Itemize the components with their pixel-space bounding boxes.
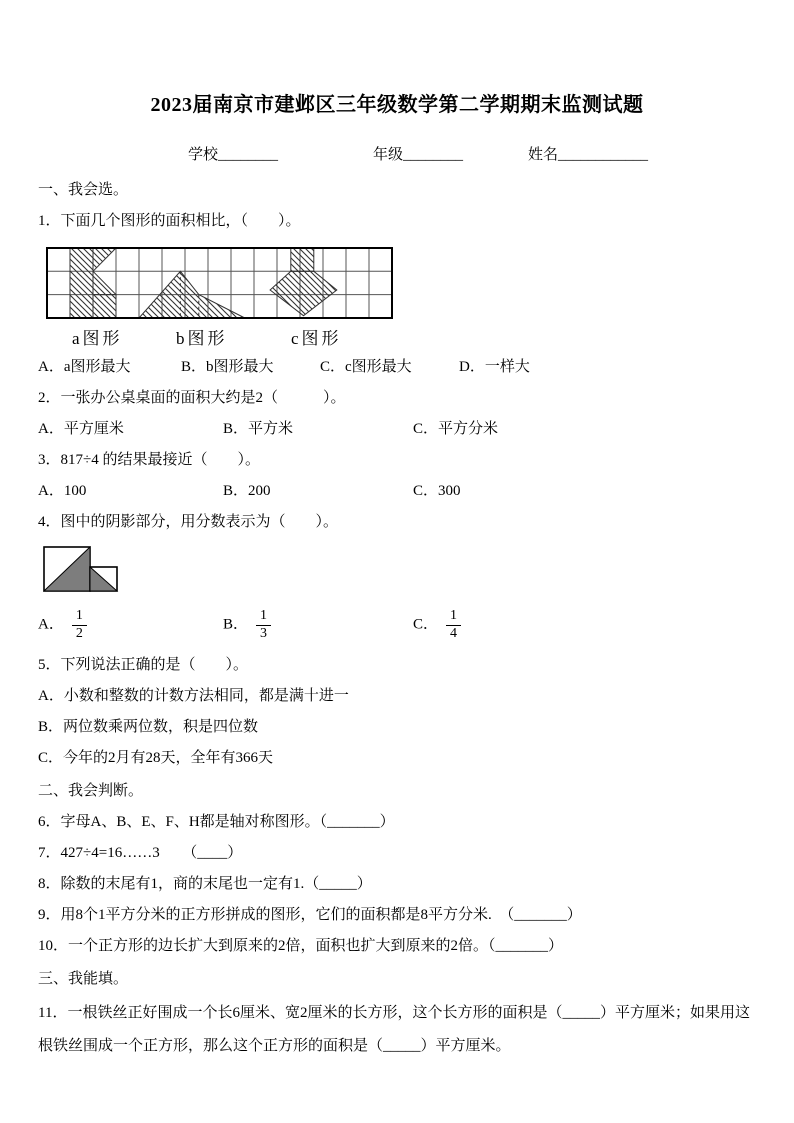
q4-option-a-letter: A． — [38, 616, 64, 633]
grade-blank: ________ — [403, 147, 464, 163]
question-3-text: 3．817÷4 的结果最接近（ ）。 — [38, 452, 260, 468]
shape-c — [270, 248, 337, 316]
grid-figure-svg — [46, 247, 393, 319]
question-6-text: 6．字母A、B、E、F、H都是轴对称图形。（_______） — [38, 814, 395, 830]
shape-a — [70, 248, 116, 318]
school-label: 学校 — [188, 147, 219, 163]
label-shape-a: a图形 — [72, 329, 123, 348]
question-9-text: 9．用8个1平方分米的正方形拼成的图形，它们的面积都是8平方分米. （_______） — [38, 907, 582, 923]
q3-option-b: B．200 — [223, 483, 271, 499]
question-1-text: 1．下面几个图形的面积相比，（ ）。 — [38, 213, 301, 229]
student-info-row — [38, 143, 756, 173]
q1-option-b: B．b图形最大 — [181, 359, 274, 375]
school-blank: ________ — [218, 147, 279, 163]
name-blank: ____________ — [558, 147, 649, 163]
question-10-text: 10．一个正方形的边长扩大到原来的2倍，面积也扩大到原来的2倍。（_______） — [38, 938, 564, 954]
q4-option-c-letter: C． — [413, 616, 439, 633]
name-label: 姓名 — [528, 147, 559, 163]
q5-option-c: C．今年的2月有28天，全年有366天 — [38, 750, 274, 766]
label-shape-b: b图形 — [176, 329, 228, 348]
q4-option-c — [413, 608, 461, 643]
figure-labels — [46, 324, 393, 350]
question-4-options — [38, 602, 756, 648]
q5-option-a: A．小数和整数的计数方法相同，都是满十进一 — [38, 688, 349, 704]
q4-option-b — [223, 608, 413, 643]
shaded-fraction-figure — [43, 546, 756, 596]
q2-option-c: C．平方分米 — [413, 421, 499, 437]
label-shape-c: c图形 — [291, 329, 342, 348]
question-2-text: 2．一张办公桌桌面的面积大约是2（ ）。 — [38, 390, 346, 406]
question-3-options — [38, 476, 756, 507]
q4-option-a — [38, 608, 223, 643]
grade-field — [373, 143, 463, 164]
question-2-options — [38, 414, 756, 445]
q5-option-b: B．两位数乘两位数，积是四位数 — [38, 719, 259, 735]
question-8-text: 8．除数的末尾有1，商的末尾也一定有1.（_____） — [38, 876, 372, 892]
q1-option-d: D．一样大 — [459, 359, 530, 375]
question-5-text: 5．下列说法正确的是（ ）。 — [38, 657, 249, 673]
section-two-heading: 二、我会判断。 — [38, 783, 144, 799]
fraction-one-half: $\frac{1}{2}$ — [72, 608, 87, 643]
question-1-options — [38, 352, 756, 383]
grade-label: 年级 — [373, 147, 404, 163]
question-7-text: 7．427÷4=16……3 （____） — [38, 845, 243, 861]
q1-option-c: C．c图形最大 — [320, 359, 412, 375]
section-three-heading: 三、我能填。 — [38, 971, 129, 987]
fraction-one-quarter: $\frac{1}{4}$ — [446, 608, 461, 643]
q2-option-a: A．平方厘米 — [38, 421, 124, 437]
name-field — [528, 143, 648, 164]
q3-option-c: C．300 — [413, 483, 461, 499]
q1-option-a: A．a图形最大 — [38, 359, 131, 375]
section-one-heading: 一、我会选。 — [38, 182, 129, 198]
area-comparison-figure — [46, 247, 393, 350]
page-title: 2023届南京市建邺区三年级数学第二学期期末监测试题 — [150, 94, 644, 116]
question-11-text: 11．一根铁丝正好围成一个长6厘米、宽2厘米的长方形，这个长方形的面积是（_____）平方厘米；如果用这根铁丝围成一个正方形，那么这个正方形的面积是（_____）平方厘米。 — [38, 1005, 750, 1054]
q4-option-b-letter: B． — [223, 616, 249, 633]
question-4-text: 4．图中的阴影部分，用分数表示为（ ）。 — [38, 514, 339, 530]
q2-option-b: B．平方米 — [223, 421, 294, 437]
q3-option-a: A．100 — [38, 483, 87, 499]
fraction-one-third: $\frac{1}{3}$ — [256, 608, 271, 643]
school-field — [188, 143, 278, 164]
shaded-squares-svg — [43, 546, 121, 594]
